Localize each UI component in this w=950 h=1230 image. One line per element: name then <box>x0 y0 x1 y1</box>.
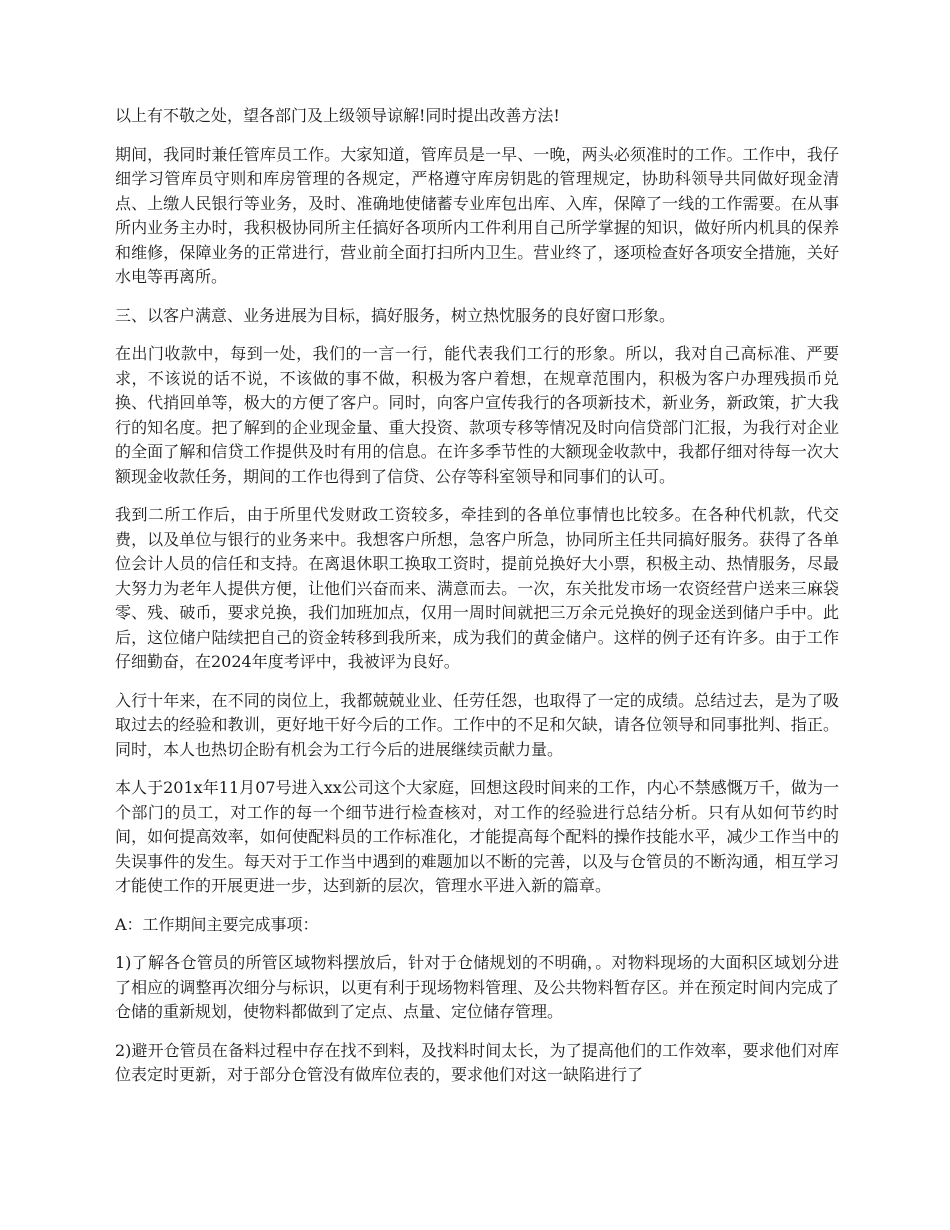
paragraph-apology: 以上有不敬之处，望各部门及上级领导谅解!同时提出改善方法! <box>115 106 560 125</box>
section-heading-service: 三、以客户满意、业务进展为目标，搞好服务，树立热忱服务的良好窗口形象。 <box>115 305 676 325</box>
paragraph-collection: 在出门收款中，每到一处，我们的一言一行，能代表我们工行的形象。所以，我对自己高标准、严要求，不该说的话不说，不该做的事不做，积极为客户着想，在规章范围内，积极为客户办理残损币兑换、代捎回单等，极大的方便了客户。同时，向客户宣传我行的各项新技术，新业务，新政策，扩大我行的知名度。把了解到的企业现金量、重大投资、款项专移等情况及时向信贷部门汇报，为我行对企业的全面了解和信贷工作提供及时有用的信息。在许多季节性的大额现金收款中，我都仔细对待每一次大额现金收款任务，期间的工作也得到了信贷、公存等科室领导和同事们的认可。 <box>115 344 839 486</box>
paragraph-ten-years: 入行十年来，在不同的岗位上，我都兢兢业业、任劳任怨，也取得了一定的成绩。总结过去，是为了吸取过去的经验和教训，更好地干好今后的工作。工作中的不足和欠缺，请各位领导和同事批判、指正。同时，本人也热切企盼有机会为工行今后的进展继续贡献力量。 <box>115 690 839 759</box>
list-item-1: 1)了解各仓管员的所管区域物料摆放后，针对于仓储规划的不明确，。对物料现场的大面积区域划分进了相应的调整再次细分与标识，以更有利于现场物料管理、及公共物料暂存区。并在预定时间内完成了仓储的重新规划，使物料都做到了定点、点量、定位储存管理。 <box>115 953 839 1021</box>
document-page <box>115 104 839 1102</box>
paragraph-company-join: 本人于201x年11月07号进入xx公司这个大家庭，回想这段时间来的工作，内心不禁感慨万千，做为一个部门的员工，对工作的每一个细节进行检查核对，对工作的经验进行总结分析。只有从如何节约时间，如何提高效率，如何使配料员的工作标准化，才能提高每个配料的操作技能水平，减少工作当中的失误事件的发生。每天对于工作当中遇到的难题加以不断的完善，以及与仓管员的不断沟通，相互学习才能使工作的开展更进一步，达到新的层次，管理水平进入新的篇章。 <box>115 778 839 895</box>
list-item-2: 2)避开仓管员在备料过程中存在找不到料，及找料时间太长，为了提高他们的工作效率，要求他们对库位表定时更新，对于部分仓管没有做库位表的，要求他们对这一缺陷进行了 <box>115 1040 839 1084</box>
subheading-tasks: A：工作期间主要完成事项： <box>115 914 319 934</box>
paragraph-second-office: 我到二所工作后，由于所里代发财政工资较多，牵挂到的各单位事情也比较多。在各种代机款，代交费，以及单位与银行的业务来中。我想客户所想，急客户所急，协同所主任共同搞好服务。获得了各单位会计人员的信任和支持。在离退休职工换取工资时，提前兑换好大小票，积极主动、热情服务，尽最大努力为老年人提供方便，让他们兴奋而来、满意而去。一次，东关批发市场一农资经营户送来三麻袋零、残、破币，要求兑换，我们加班加点，仅用一周时间就把三万余元兑换好的现金送到储户手中。此后，这位储户陆续把自己的资金转移到我所来，成为我们的黄金储户。这样的例子还有许多。由于工作仔细勤奋，在2024年度考评中，我被评为良好。 <box>115 505 839 671</box>
paragraph-vault-keeper: 期间，我同时兼任管库员工作。大家知道，管库员是一早、一晚，两头必须准时的工作。工作中，我仔细学习管库员守则和库房管理的各规定，严格遵守库房钥匙的管理规定，协助科领导共同做好现金清点、上缴人民银行等业务，及时、准确地使储蓄专业库包出库、入库，保障了一线的工作需要。在从事所内业务主办时，我积极协同所主任搞好各项所内工件利用自己所学掌握的知识，做好所内机具的保养和维修，保障业务的正常进行，营业前全面打扫所内卫生。营业终了，逐项检查好各项安全措施，关好水电等再离所。 <box>115 144 839 286</box>
